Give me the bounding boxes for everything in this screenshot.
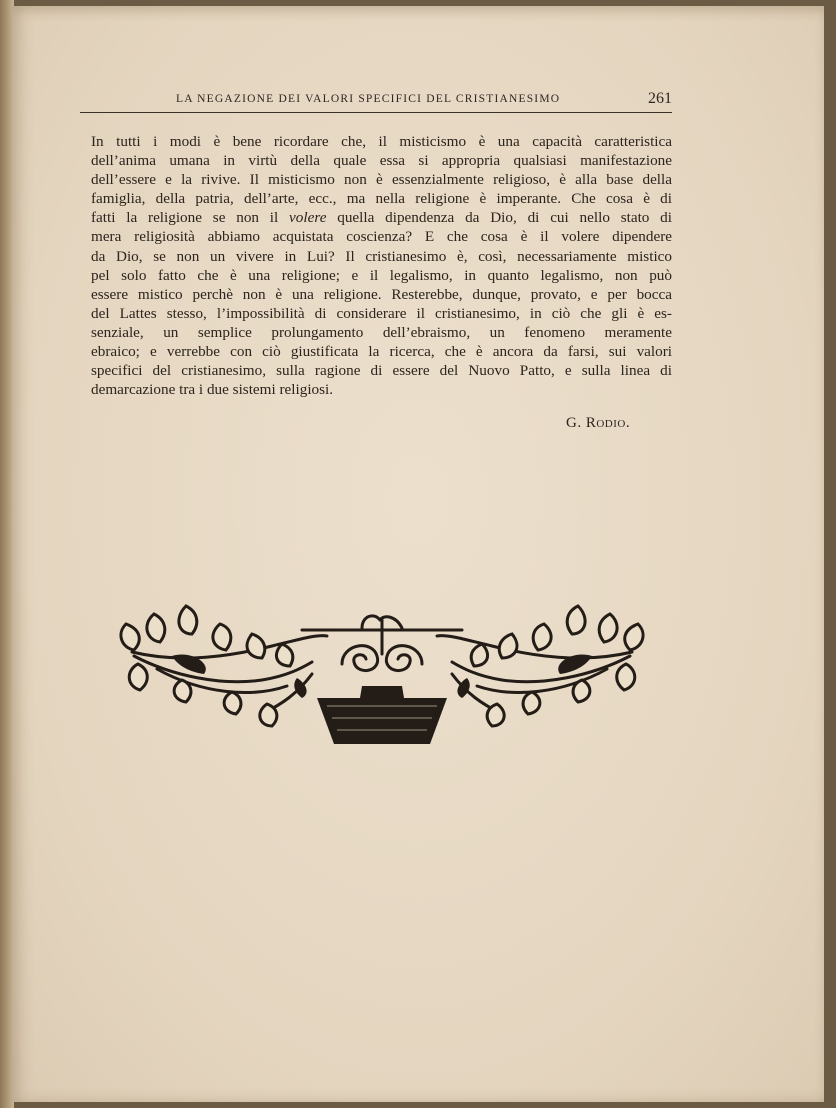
- author-initial: G.: [566, 415, 582, 431]
- author-surname: Rodio.: [585, 415, 631, 431]
- running-head: LA NEGAZIONE DEI VALORI SPECIFICI DEL CRISTIANESIMO: [176, 93, 561, 105]
- text-segment: fatti la religione se non il: [91, 209, 290, 227]
- text-line: del Lattes stesso, l’impossibilità di considerare il cristianesimo, in ciò che gli è es-: [91, 304, 672, 322]
- text-line: dell’essere e la rivive. Il misticismo non è essenzialmente religioso, è alla base della: [91, 171, 672, 189]
- italic-word: volere: [289, 209, 327, 227]
- text-line: da Dio, se non un vivere in Lui? Il cristianesimo è, così, necessariamente mistico: [91, 247, 672, 265]
- text-segment: quella dipendenza da Dio, di cui nello stato di: [326, 209, 672, 227]
- text-line: ebraico; e verrebbe con ciò giustificata la ricerca, che è ancora da farsi, sui valori: [91, 343, 672, 361]
- page-header: [80, 86, 672, 113]
- text-line: In tutti i modi è bene ricordare che, il misticismo è una capacità caratteristica: [91, 133, 672, 150]
- text-line: dell’anima umana in virtù della quale essa si appropria qualsiasi manifestazione: [91, 152, 672, 170]
- text-line: mera religiosità abbiamo acquistata coscienza? E che cosa è il volere dipendere: [91, 228, 672, 246]
- text-line: senziale, un semplice prolungamento dell’ebraismo, un fenomeno meramente: [91, 323, 672, 341]
- author-signature: [566, 415, 630, 432]
- floral-urn-ornament-icon: [112, 594, 652, 754]
- text-line: [91, 208, 672, 227]
- page-number: 261: [648, 90, 672, 107]
- text-line: essere mistico perchè non è una religione. Resterebbe, dunque, provato, e per bocca: [91, 285, 672, 303]
- body-paragraph: [91, 132, 672, 399]
- text-line: famiglia, della patria, dell’arte, ecc., ma nella religione è imperante. Che cosa è di: [91, 190, 672, 208]
- text-line: pel solo fatto che è una religione; e il legalismo, in quanto legalismo, non può: [91, 266, 672, 284]
- text-line: specifici del cristianesimo, sulla ragione di essere del Nuovo Patto, e sulla linea di: [91, 362, 672, 380]
- text-line: demarcazione tra i due sistemi religiosi.: [91, 381, 334, 399]
